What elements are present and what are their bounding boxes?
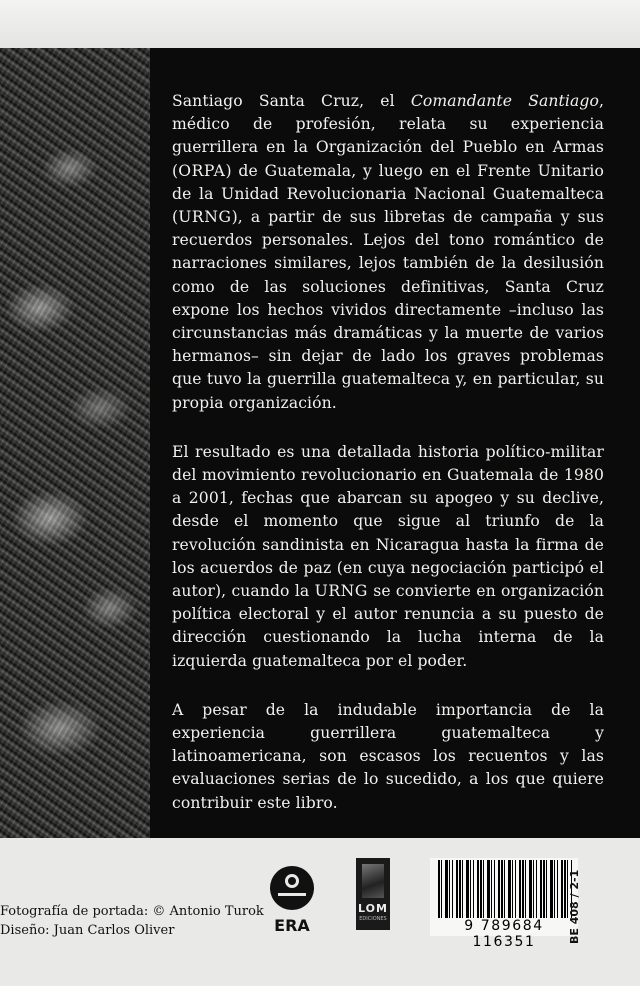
lom-publisher-logo [356,858,390,930]
isbn-barcode [430,858,578,950]
blurb-text: , médico de profesión, relata su experiencia guerrillera en la Organización del Pueblo en Armas ( [172,92,604,180]
nickname: Comandante Santiago [410,92,599,110]
era-name: ERA [274,916,310,935]
acronym-orpa: ORPA [178,161,226,180]
cover-photograph [0,48,150,838]
credits [0,902,264,940]
isbn-number: 9 789684 116351 [464,918,544,950]
lom-subtitle: EDICIONES [359,916,387,922]
lom-figure-icon [362,864,384,898]
blurb-paragraph-3: A pesar de la indudable importancia de la experiencia guerrillera guatemalteca y latinoamericana, son escasos los recuentos y las evaluaciones serias de lo sucedido, a los que quiere contribuir este libro. [172,700,604,812]
era-emblem-icon [270,866,314,910]
blurb-paragraph-1 [172,90,604,415]
photo-credit: Fotografía de portada: © Antonio Turok [0,904,264,919]
barcode-bars-icon [438,860,572,918]
blurb-paragraph-2 [172,441,604,673]
lom-name: LOM [358,902,388,915]
acronym-urng: URNG [178,208,232,227]
design-credit: Diseño: Juan Carlos Oliver [0,923,175,938]
blurb-text: se convierte en organización política electoral y el autor renuncia a su puesto de dirección cuestionando la lucha interna de la izquierda guatemalteca por el poder. [172,582,605,670]
era-publisher-logo [268,866,316,935]
top-margin [0,0,640,48]
blurb-text: ) de Guatemala, y luego en el Frente Unitario de la Unidad Revolucionaria Nacional Guatemalteca ( [172,161,604,227]
acronym-urng: URNG [314,582,368,601]
catalog-code: BE 408 / 2-1 [568,869,581,944]
back-cover-blurb [172,90,604,841]
blurb-text: ), a partir de sus libretas de campaña y sus recuerdos personales. Lejos del tono romántico de narraciones similares, lejos también de la desilusión como de las soluciones definitivas, Santa Cruz expone los hechos vividos directamente –incluso las circunstancias más dramáticas y la muerte de varios hermanos– sin dejar de lado los graves problemas que tuvo la guerrilla guatemalteca y, en particular, su propia organización. [172,208,604,412]
blurb-text: Santiago Santa Cruz, el [172,92,411,110]
blurb-text: El resultado es una detallada historia político-militar del movimiento revolucionario en Guatemala de 1980 a 2001, fechas que abarcan su apogeo y su declive, desde el momento que sigue al triunfo de la revolución sandinista en Nicaragua hasta la firma de los acuerdos de paz (en cuya negociación participó el autor), cuando la [172,442,604,601]
